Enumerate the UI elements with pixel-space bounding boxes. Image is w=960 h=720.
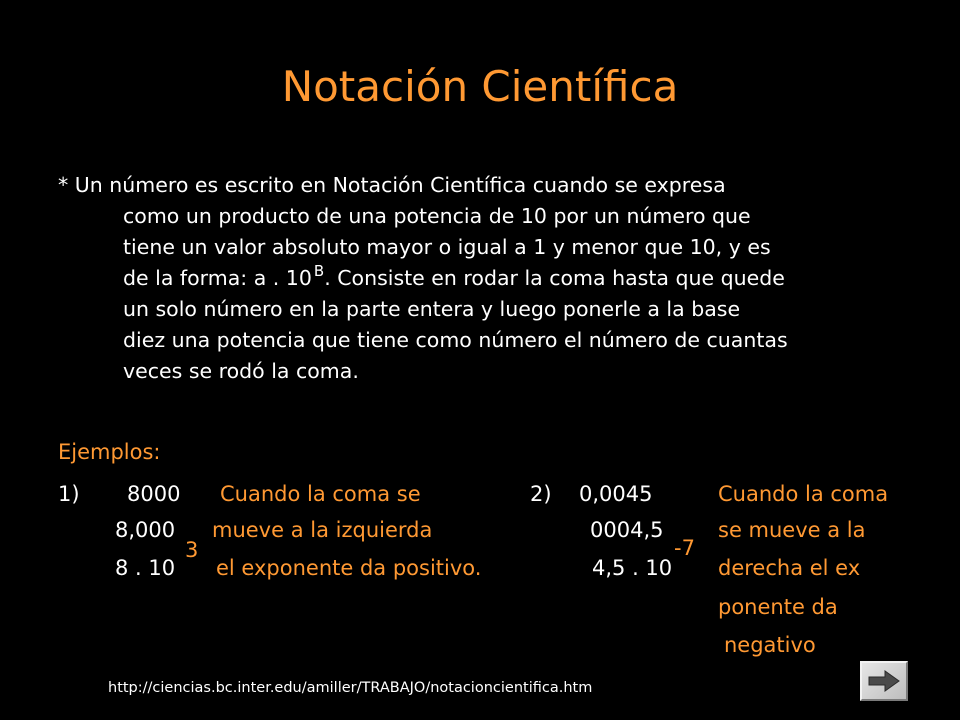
example-2-note: se mueve a la (718, 518, 866, 542)
example-2-note: Cuando la coma (718, 482, 889, 506)
page-title: Notación Científica (281, 62, 679, 111)
example-1-value-shifted: 8,000 (115, 518, 176, 542)
example-2-note: derecha el ex (718, 556, 861, 580)
example-1-result-base: 8 . 10 (115, 556, 176, 580)
example-1-index: 1) (58, 482, 80, 506)
arrow-right-icon (867, 669, 901, 693)
example-2-value: 0,0045 (579, 482, 653, 506)
formula-exponent: B (313, 262, 325, 280)
example-1-note: mueve a la izquierda (212, 518, 433, 542)
example-2-exponent: -7 (674, 536, 695, 560)
definition-line: un solo número en la parte entera y luego ponerle a la base (123, 297, 741, 321)
example-1-exponent: 3 (185, 538, 199, 562)
example-1-note: Cuando la coma se (220, 482, 421, 506)
example-2-value-shifted: 0004,5 (590, 518, 664, 542)
definition-line: tiene un valor absoluto mayor o igual a 1 y menor que 10, y es (123, 235, 771, 259)
example-1-note: el exponente da positivo. (216, 556, 482, 580)
example-2-note: negativo (724, 633, 816, 657)
definition-line: veces se rodó la coma. (123, 359, 359, 383)
example-2-index: 2) (530, 482, 552, 506)
example-2-result: 4,5 . 10 (592, 556, 673, 580)
definition-line (123, 263, 785, 297)
formula-text: de la forma: a . 10 (123, 266, 312, 290)
example-2-note: ponente da (718, 595, 838, 619)
definition-line: como un producto de una potencia de 10 por un número que (123, 204, 751, 228)
source-url: http://ciencias.bc.inter.edu/amiller/TRABAJO/notacioncientifica.htm (108, 680, 593, 696)
definition-line: * Un número es escrito en Notación Científica cuando se expresa (58, 173, 726, 197)
example-1-value: 8000 (127, 482, 181, 506)
next-slide-button[interactable] (860, 661, 908, 701)
examples-heading: Ejemplos: (58, 440, 161, 464)
definition-line: diez una potencia que tiene como número el número de cuantas (123, 328, 788, 352)
example-1-result (115, 556, 175, 580)
definition-continuation: . Consiste en rodar la coma hasta que quede (324, 266, 785, 290)
